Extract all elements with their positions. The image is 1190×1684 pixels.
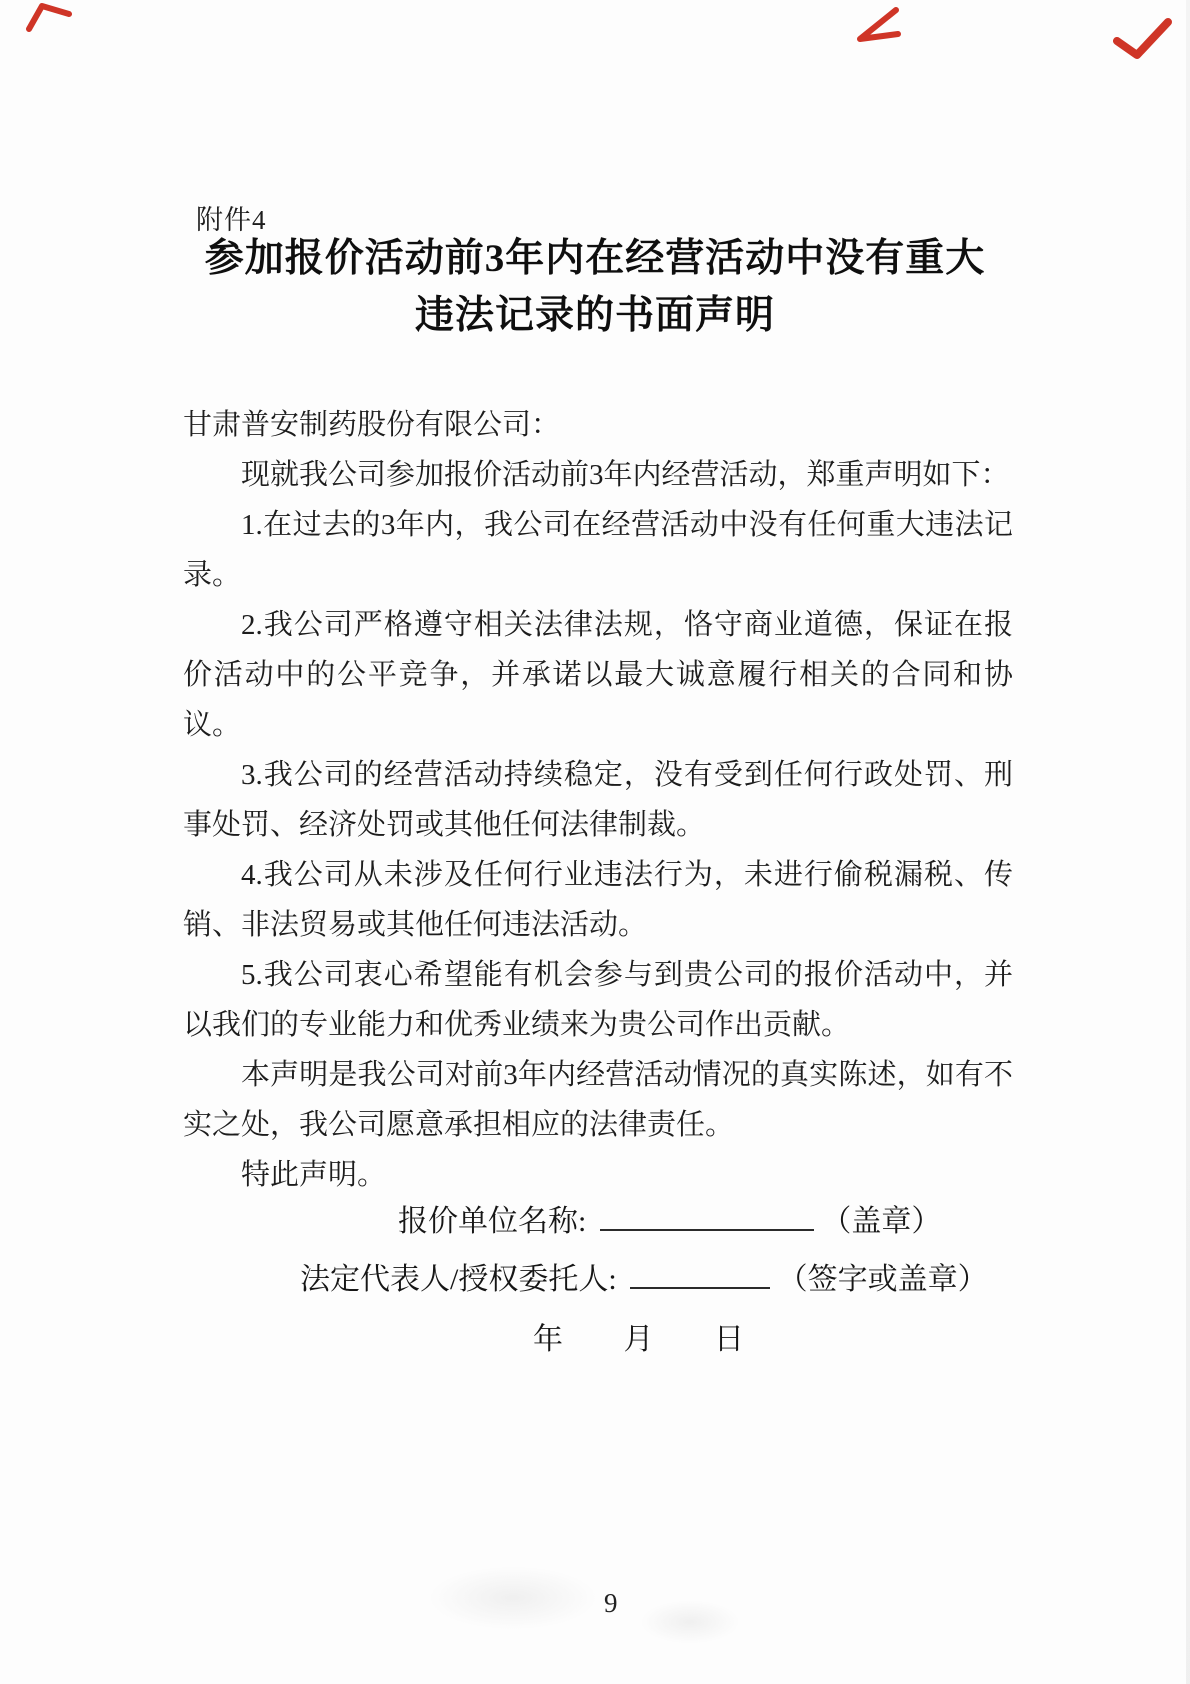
scan-smudge [428, 1566, 598, 1630]
representative-blank-line [630, 1256, 770, 1290]
representative-label: 法定代表人/授权委托人: [300, 1263, 617, 1296]
date-month-label: 月 [623, 1323, 654, 1356]
signature-row-company [398, 1196, 941, 1240]
signature-row-representative [300, 1254, 988, 1298]
body-paragraph: 2.我公司严格遵守相关法律法规，恪守商业道德，保证在报价活动中的公平竞争，并承诺以最大诚意履行相关的合同和协议。 [183, 609, 1013, 741]
body-paragraph-closing: 特此声明。 [241, 1159, 387, 1191]
red-pen-mark-top-right-icon [1112, 18, 1174, 60]
document-title [0, 230, 1190, 344]
salutation-company-name: 甘肃普安制药股份有限公司： [183, 409, 561, 441]
scan-smudge [640, 1600, 740, 1644]
representative-seal-note: （签字或盖章） [777, 1263, 988, 1296]
red-pen-mark-top-left-icon [26, 2, 72, 32]
red-pen-mark-top-middle-icon [852, 6, 902, 44]
body-paragraph: 本声明是我公司对前3年内经营活动情况的真实陈述，如有不实之处，我公司愿意承担相应的法律责任。 [183, 1059, 1013, 1141]
company-seal-note: （盖章） [821, 1205, 942, 1238]
company-name-label: 报价单位名称: [398, 1205, 587, 1238]
page-number: 9 [604, 1588, 618, 1618]
date-year-label: 年 [533, 1323, 563, 1356]
signature-row-date [533, 1314, 744, 1358]
body-paragraph: 现就我公司参加报价活动前3年内经营活动，郑重声明如下： [241, 459, 1010, 491]
attachment-label: 附件4 [196, 205, 267, 235]
body-paragraph: 5.我公司衷心希望能有机会参与到贵公司的报价活动中，并以我们的专业能力和优秀业绩来为贵公司作出贡献。 [183, 959, 1013, 1041]
body-paragraph: 1.在过去的3年内，我公司在经营活动中没有任何重大违法记录。 [183, 509, 1013, 591]
declaration-body [183, 400, 1013, 1200]
body-paragraph: 3.我公司的经营活动持续稳定，没有受到任何行政处罚、刑事处罚、经济处罚或其他任何法律制裁。 [183, 759, 1013, 841]
company-name-blank-line [600, 1198, 814, 1232]
document-title-line2: 违法记录的书面声明 [414, 294, 775, 337]
body-paragraph: 4.我公司从未涉及任何行业违法行为，未进行偷税漏税、传销、非法贸易或其他任何违法活动。 [183, 859, 1013, 941]
document-title-line1: 参加报价活动前3年内在经营活动中没有重大 [204, 237, 986, 280]
date-day-label: 日 [714, 1323, 744, 1356]
